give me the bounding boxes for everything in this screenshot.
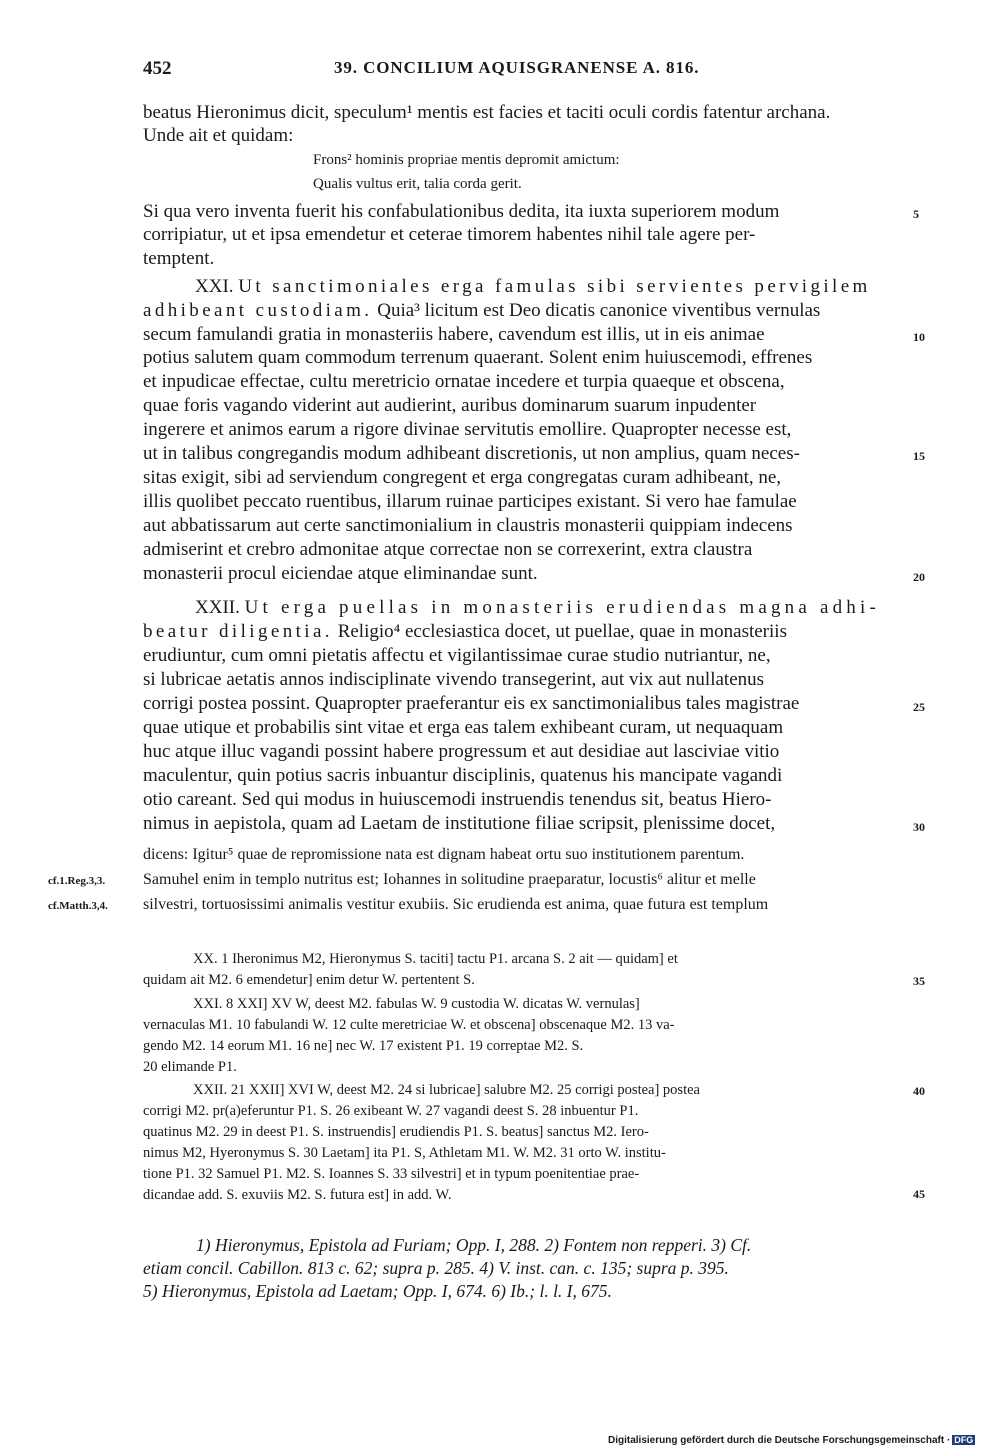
- apparatus-line: quatinus M2. 29 in deest P1. S. instruendis] erudiendis P1. S. beatus] sanctus M2. Iero-: [143, 1124, 649, 1140]
- text-line: sitas exigit, sibi ad serviendum congregent et erga congregatas curam adhibeant, ne,: [143, 467, 782, 488]
- text-line: huc atque illuc vagandi possint habere progressum et aut desidiae aut lasciviae vitio: [143, 741, 780, 762]
- text-line: monasterii procul eiciendae atque eliminandae sunt.: [143, 563, 538, 584]
- credit-text: Digitalisierung gefördert durch die Deutsche Forschungsgemeinschaft ·: [608, 1435, 951, 1446]
- chapter-title: adhibeant custodiam.: [143, 300, 373, 321]
- text-line: beatus Hieronimus dicit, speculum¹ mentis est facies et taciti oculi cordis fatentur archana.: [143, 102, 831, 123]
- chapter-title: beatur diligentia.: [143, 621, 333, 642]
- line-number: 30: [913, 820, 925, 834]
- chapter-heading: [195, 597, 880, 619]
- text-line: Religio⁴ ecclesiastica docet, ut puellae, quae in monasteriis: [337, 621, 787, 642]
- footnote-line: 5) Hieronymus, Epistola ad Laetam; Opp. I, 674. 6) Ib.; l. l. I, 675.: [143, 1281, 612, 1301]
- line-number: 25: [913, 700, 925, 714]
- apparatus-line: 20 elimande P1.: [143, 1059, 237, 1075]
- chapter-heading-continued: [143, 621, 787, 643]
- apparatus-line: tione P1. 32 Samuel P1. M2. S. Ioannes S. 33 silvestri] et in typum poenitentiae prae-: [143, 1166, 640, 1182]
- line-number: 35: [913, 974, 925, 988]
- page-number: 452: [143, 58, 172, 79]
- verse-line: Qualis vultus erit, talia corda gerit.: [313, 176, 522, 192]
- text-line: dicens: Igitur⁵ quae de repromissione nata est dignam habeat ortu suo institutionem parentum.: [143, 846, 745, 863]
- apparatus-line: quidam ait M2. 6 emendetur] enim detur W. pertentent S.: [143, 972, 475, 988]
- text-line: quae utique et probabilis sint vitae et erga eas talem exhibeant curam, ut nequaquam: [143, 717, 784, 738]
- footnote-line: 1) Hieronymus, Epistola ad Furiam; Opp. I, 288. 2) Fontem non repperi. 3) Cf.: [196, 1235, 752, 1255]
- text-line: si lubricae aetatis annos indisciplinate vivendo transegerint, aut vix aut nullatenus: [143, 669, 765, 690]
- verse-line: Frons² hominis propriae mentis depromit amictum:: [313, 152, 620, 168]
- text-line: corripiatur, ut et ipsa emendetur et ceterae timorem habentes nihil tale agere per-: [143, 224, 756, 245]
- margin-reference: cf.Matth.3,4.: [48, 900, 108, 912]
- dfg-logo: DFG: [954, 1435, 974, 1445]
- text-line: Si qua vero inventa fuerit his confabulationibus dedita, ita iuxta superiorem modum: [143, 201, 780, 222]
- apparatus-line: nimus M2, Hyeronymus S. 30 Laetam] ita P1. S, Athletam M1. W. M2. 31 orto W. institu-: [143, 1145, 666, 1161]
- line-number: 10: [913, 330, 925, 344]
- chapter-number: XXI.: [195, 276, 234, 297]
- line-number: 40: [913, 1084, 925, 1098]
- chapter-title: Ut sanctimoniales erga famulas sibi servientes pervigilem: [238, 276, 871, 297]
- line-number: 5: [913, 207, 919, 221]
- text-line: admiserint et crebro admonitae atque correctae non se correxerint, extra claustra: [143, 539, 753, 560]
- apparatus-line: dicandae add. S. exuviis M2. S. futura est] in add. W.: [143, 1187, 452, 1203]
- text-line: Unde ait et quidam:: [143, 125, 294, 146]
- apparatus-line: XXI. 8 XXI] XV W, deest M2. fabulas W. 9 custodia W. dicatas W. vernulas]: [193, 996, 640, 1012]
- text-line: temptent.: [143, 248, 215, 269]
- chapter-heading: [195, 276, 871, 298]
- text-line: potius salutem quam commodum terrenum quaerant. Solent enim huiuscemodi, effrenes: [143, 347, 813, 368]
- text-line: nimus in aepistola, quam ad Laetam de institutione filiae scripsit, plenissime docet,: [143, 813, 776, 834]
- text-line: corrigi postea possint. Quapropter praeferantur eis ex sanctimonialibus tales magistrae: [143, 693, 800, 714]
- line-number: 45: [913, 1187, 925, 1201]
- text-line: quae foris vagando viderint aut audierint, auribus dominarum suarum inpudenter: [143, 395, 757, 416]
- digitization-credit: [608, 1435, 975, 1446]
- footnote-line: etiam concil. Cabillon. 813 c. 62; supra p. 285. 4) V. inst. can. c. 135; supra p. 395.: [143, 1258, 729, 1278]
- apparatus-line: vernaculas M1. 10 fabulandi W. 12 culte meretriciae W. et obscena] obscenaque M2. 13 va-: [143, 1017, 675, 1033]
- apparatus-line: gendo M2. 14 eorum M1. 16 ne] nec W. 17 existent P1. 19 correptae M2. S.: [143, 1038, 584, 1054]
- line-number: 15: [913, 449, 925, 463]
- apparatus-line: XX. 1 Iheronimus M2, Hieronymus S. taciti] tactu P1. arcana S. 2 ait — quidam] et: [193, 951, 678, 967]
- text-line: illis quolibet peccato ruentibus, illarum ruinae participes existant. Si vero hae famulae: [143, 491, 797, 512]
- chapter-title: Ut erga puellas in monasteriis erudiendas magna adhi-: [244, 597, 880, 618]
- text-line: maculentur, quin potius sacris inbuantur disciplinis, quatenus his mancipate vagandi: [143, 765, 783, 786]
- line-number: 20: [913, 570, 925, 584]
- text-line: aut abbatissarum aut certe sanctimonialium in claustris monasterii quippiam indecens: [143, 515, 793, 536]
- running-title: 39. CONCILIUM AQUISGRANENSE A. 816.: [334, 58, 700, 77]
- text-line: erudiuntur, cum omni pietatis affectu et vigilantissimae curae studio nutriantur, ne,: [143, 645, 771, 666]
- margin-reference: cf.1.Reg.3,3.: [48, 875, 106, 887]
- chapter-heading-continued: [143, 300, 820, 322]
- text-line: ut in talibus congregandis modum adhibeant discretionis, ut non amplius, quam neces-: [143, 443, 800, 464]
- text-line: silvestri, tortuosissimi animalis vestitur exubiis. Sic erudienda est anima, quae futura est templum: [143, 896, 769, 913]
- apparatus-line: XXII. 21 XXII] XVI W, deest M2. 24 si lubricae] salubre M2. 25 corrigi postea] postea: [193, 1082, 700, 1098]
- text-line: Samuhel enim in templo nutritus est; Iohannes in solitudine praeparatur, locustis⁶ alitur et melle: [143, 871, 756, 888]
- text-line: otio careant. Sed qui modus in huiuscemodi instruendis tenendus sit, beatus Hiero-: [143, 789, 772, 810]
- text-line: et inpudicae effectae, cultu meretricio ornatae incedere et turpia quaeque et obscena,: [143, 371, 785, 392]
- apparatus-line: corrigi M2. pr(a)eferuntur P1. S. 26 exibeant W. 27 vagandi deest S. 28 inbuentur P1.: [143, 1103, 639, 1119]
- text-line: secum famulandi gratia in monasteriis habere, cavendum est illis, ut in eis animae: [143, 324, 765, 345]
- text-line: ingerere et animos earum a rigore divinae servitutis emollire. Quapropter necesse est,: [143, 419, 792, 440]
- text-line: Quia³ licitum est Deo dicatis canonice viventibus vernulas: [377, 300, 821, 321]
- chapter-number: XXII.: [195, 597, 240, 618]
